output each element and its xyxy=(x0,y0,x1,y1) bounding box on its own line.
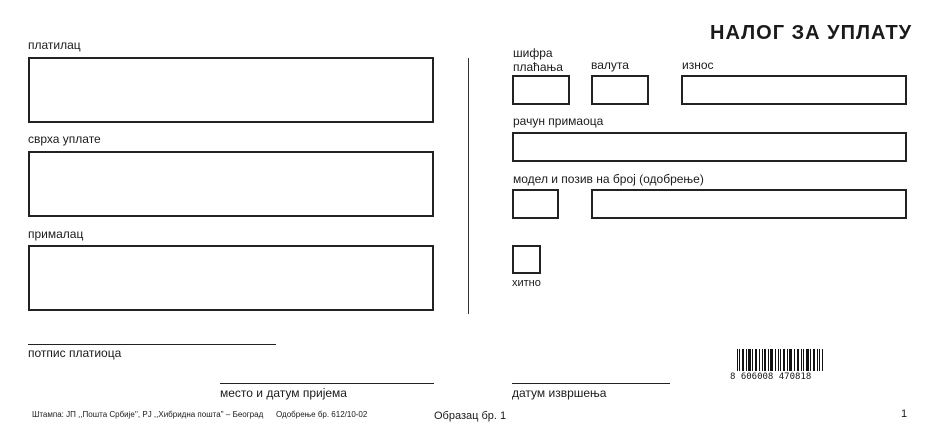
amount-field[interactable] xyxy=(681,75,907,105)
page-number: 1 xyxy=(901,408,908,420)
reference-number-field[interactable] xyxy=(591,189,907,219)
place-date-line[interactable] xyxy=(220,383,434,384)
execution-date-line[interactable] xyxy=(512,383,670,384)
payment-code-field[interactable] xyxy=(512,75,570,105)
currency-label: валута xyxy=(591,58,629,72)
place-date-label: место и датум пријема xyxy=(220,386,347,400)
urgent-checkbox[interactable] xyxy=(512,245,541,274)
currency-field[interactable] xyxy=(591,75,649,105)
column-divider xyxy=(468,58,469,314)
recipient-label: прималац xyxy=(28,227,84,241)
payer-signature-line[interactable] xyxy=(28,344,276,345)
payment-code-label-1: шифра xyxy=(513,46,553,60)
form-number: Образац бр. 1 xyxy=(434,410,507,422)
model-reference-label: модел и позив на број (одобрење) xyxy=(513,172,704,186)
form-title: НАЛОГ ЗА УПЛАТУ xyxy=(710,22,913,44)
execution-date-label: датум извршења xyxy=(512,386,607,400)
payer-signature-label: потпис платиоца xyxy=(28,346,122,360)
model-field[interactable] xyxy=(512,189,559,219)
payer-label: платилац xyxy=(28,38,81,52)
purpose-field[interactable] xyxy=(28,151,434,217)
barcode-number: 8 606008 470818 xyxy=(730,372,812,382)
recipient-account-label: рачун примаоца xyxy=(513,114,604,128)
payer-field[interactable] xyxy=(28,57,434,123)
approval-note: Одобрење бр. 612/10-02 xyxy=(276,410,368,419)
printer-note: Штампа: ЈП ,,Пошта Србије'', РЈ ,,Хибридна пошта'' – Београд xyxy=(32,410,264,419)
barcode xyxy=(737,349,823,371)
urgent-label: хитно xyxy=(512,277,541,289)
amount-label: износ xyxy=(682,58,714,72)
recipient-field[interactable] xyxy=(28,245,434,311)
recipient-account-field[interactable] xyxy=(512,132,907,162)
purpose-label: сврха уплате xyxy=(28,132,101,146)
payment-code-label-2: плаћања xyxy=(513,60,563,74)
